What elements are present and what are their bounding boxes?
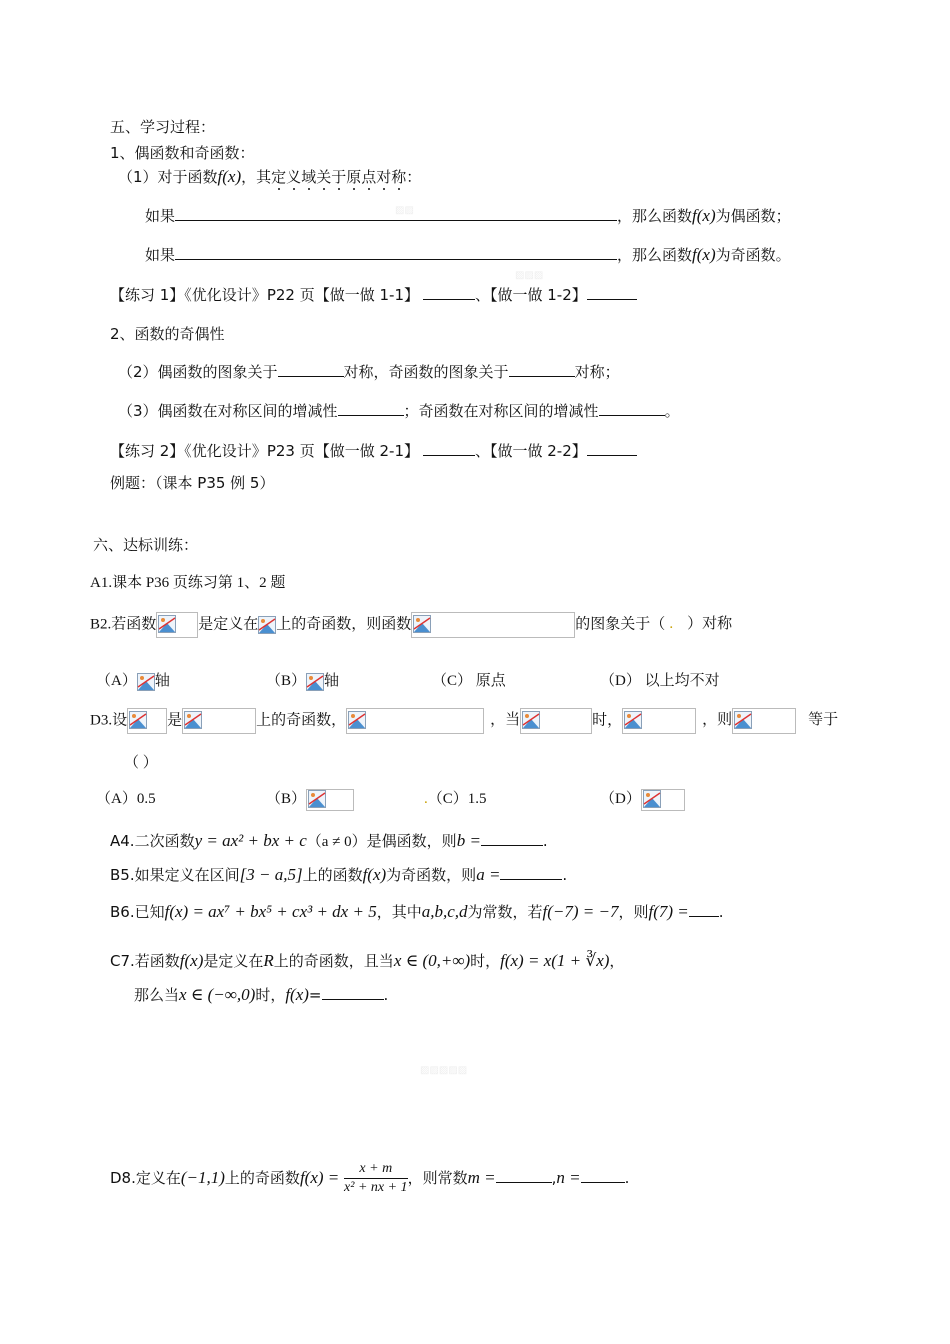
emphasis-char: 原 — [346, 168, 362, 186]
emphasis-char: 关 — [316, 168, 332, 186]
answer-blank[interactable] — [338, 401, 404, 416]
question-b2: B2.若函数 是定义在 上的奇函数，则函数 的图象关于（ . ）对称 — [90, 612, 732, 638]
broken-image-icon — [413, 615, 431, 633]
d3-option-a: （A）0.5 — [96, 791, 156, 807]
formula-image — [641, 789, 685, 811]
d3-option-d: （D） — [600, 788, 685, 811]
emphasis-char: 定 — [271, 168, 287, 186]
subsection-2-title: 2、函数的奇偶性 — [110, 325, 225, 343]
broken-image-icon — [734, 711, 752, 729]
even-definition-line: 如果 ，那么函数f(x)为偶函数； — [145, 206, 791, 225]
exercise-1: 【练习 1】《优化设计》P22 页【做一做 1-1】 、【做一做 1-2】 — [110, 284, 637, 306]
broken-image-icon — [137, 673, 155, 691]
answer-blank[interactable] — [587, 285, 637, 300]
para-2: （2）偶函数的图象关于 对称，奇函数的图象关于 对称； — [118, 363, 620, 381]
broken-image-icon — [184, 711, 202, 729]
formula-image — [622, 708, 696, 734]
formula-image — [306, 789, 354, 811]
broken-image-icon — [158, 615, 176, 633]
formula-image — [182, 708, 256, 734]
answer-blank[interactable] — [423, 441, 475, 456]
broken-image-icon — [348, 711, 366, 729]
question-b5: B5.如果定义在区间[3 − a,5]上的函数f(x)为奇函数，则a = . — [110, 865, 568, 884]
emphasis-char: 于 — [331, 168, 347, 186]
question-a1: A1.课本 P36 页练习第 1、2 题 — [90, 575, 286, 591]
answer-blank[interactable] — [689, 902, 719, 917]
b2-option-a: （A） 轴 — [96, 673, 170, 689]
section-5-title: 五、学习过程： — [110, 118, 216, 136]
para-3: （3）偶函数在对称区间的增减性 ；奇函数在对称区间的增减性 。 — [118, 402, 680, 420]
question-d8: D8.定义在(−1,1)上的奇函数f(x) = $\frac{x + m}{\text{x² + nx + 1}}$ ，则常数m = ,n = . — [110, 1161, 630, 1195]
answer-blank[interactable] — [175, 245, 617, 260]
d3-option-b: （B） — [266, 788, 354, 811]
emphasis-char: 义 — [286, 168, 302, 186]
answer-blank[interactable] — [175, 206, 617, 221]
answer-blank[interactable] — [500, 865, 562, 880]
answer-blank[interactable] — [322, 985, 384, 1000]
formula-image — [732, 708, 796, 734]
emphasis-char: 点 — [361, 168, 377, 186]
answer-blank[interactable] — [587, 441, 637, 456]
answer-blank[interactable] — [599, 401, 665, 416]
answer-blank[interactable] — [481, 831, 543, 846]
d3-paren: （ ） — [124, 755, 158, 771]
question-b6: B6.已知f(x) = ax⁷ + bx⁵ + cx³ + dx + 5，其中a,b,c,d为常数，若f(−7) = −7，则f(7) = . — [110, 902, 724, 921]
formula-image — [411, 612, 575, 638]
para-1: （1）对于函数f(x)，其定义域关于原点对称： — [118, 167, 422, 186]
question-d3: D3.设 是 上的奇函数， ，当 时， ，则 等于 — [90, 708, 838, 734]
question-c7: C7.若函数f(x)是定义在R上的奇函数，且当x ∈ (0,+∞)时，f(x) = x(1 + ∛x)， — [110, 951, 625, 970]
dotted-emphasis — [271, 168, 406, 186]
broken-image-icon — [129, 711, 147, 729]
b2-option-d: （D） 以上均不对 — [600, 673, 720, 689]
answer-blank[interactable] — [496, 1168, 552, 1183]
broken-image-icon — [522, 711, 540, 729]
d3-option-c: .（C）1.5 — [424, 791, 487, 807]
b2-option-b: （B） 轴 — [266, 673, 340, 689]
section-6-title: 六、达标训练： — [93, 538, 199, 554]
broken-image-icon — [624, 711, 642, 729]
example-line: 例题：（课本 P35 例 5） — [110, 474, 275, 492]
orange-dot: . — [669, 616, 674, 633]
question-c7-line-2: 那么当x ∈ (−∞,0)时，f(x)= . — [134, 985, 389, 1004]
answer-blank[interactable] — [509, 362, 575, 377]
question-a4: A4.二次函数y = ax² + bx + c（a ≠ 0）是偶函数，则b = . — [110, 831, 548, 850]
formula-image — [127, 708, 167, 734]
b2-option-c: （C） 原点 — [432, 673, 506, 689]
broken-image-icon — [308, 790, 326, 808]
emphasis-char: 对 — [376, 168, 392, 186]
exercise-2: 【练习 2】《优化设计》P23 页【做一做 2-1】 、【做一做 2-2】 — [110, 440, 637, 462]
broken-image-icon — [643, 790, 661, 808]
emphasis-char: 称 — [391, 168, 407, 186]
broken-image-icon — [258, 616, 276, 634]
emphasis-char: 域 — [301, 168, 317, 186]
broken-image-icon — [306, 673, 324, 691]
answer-blank[interactable] — [423, 285, 475, 300]
answer-blank[interactable] — [278, 362, 344, 377]
subsection-1-title: 1、偶函数和奇函数： — [110, 144, 255, 162]
formula-image — [346, 708, 484, 734]
formula-image — [156, 612, 198, 638]
odd-definition-line: 如果 ，那么函数f(x)为奇函数。 — [145, 245, 791, 264]
orange-dot: . — [424, 791, 428, 807]
formula-image — [520, 708, 592, 734]
fraction: $\frac{x + m}{\text{x² + nx + 1}}$ — [344, 1161, 408, 1195]
answer-blank[interactable] — [581, 1168, 625, 1183]
